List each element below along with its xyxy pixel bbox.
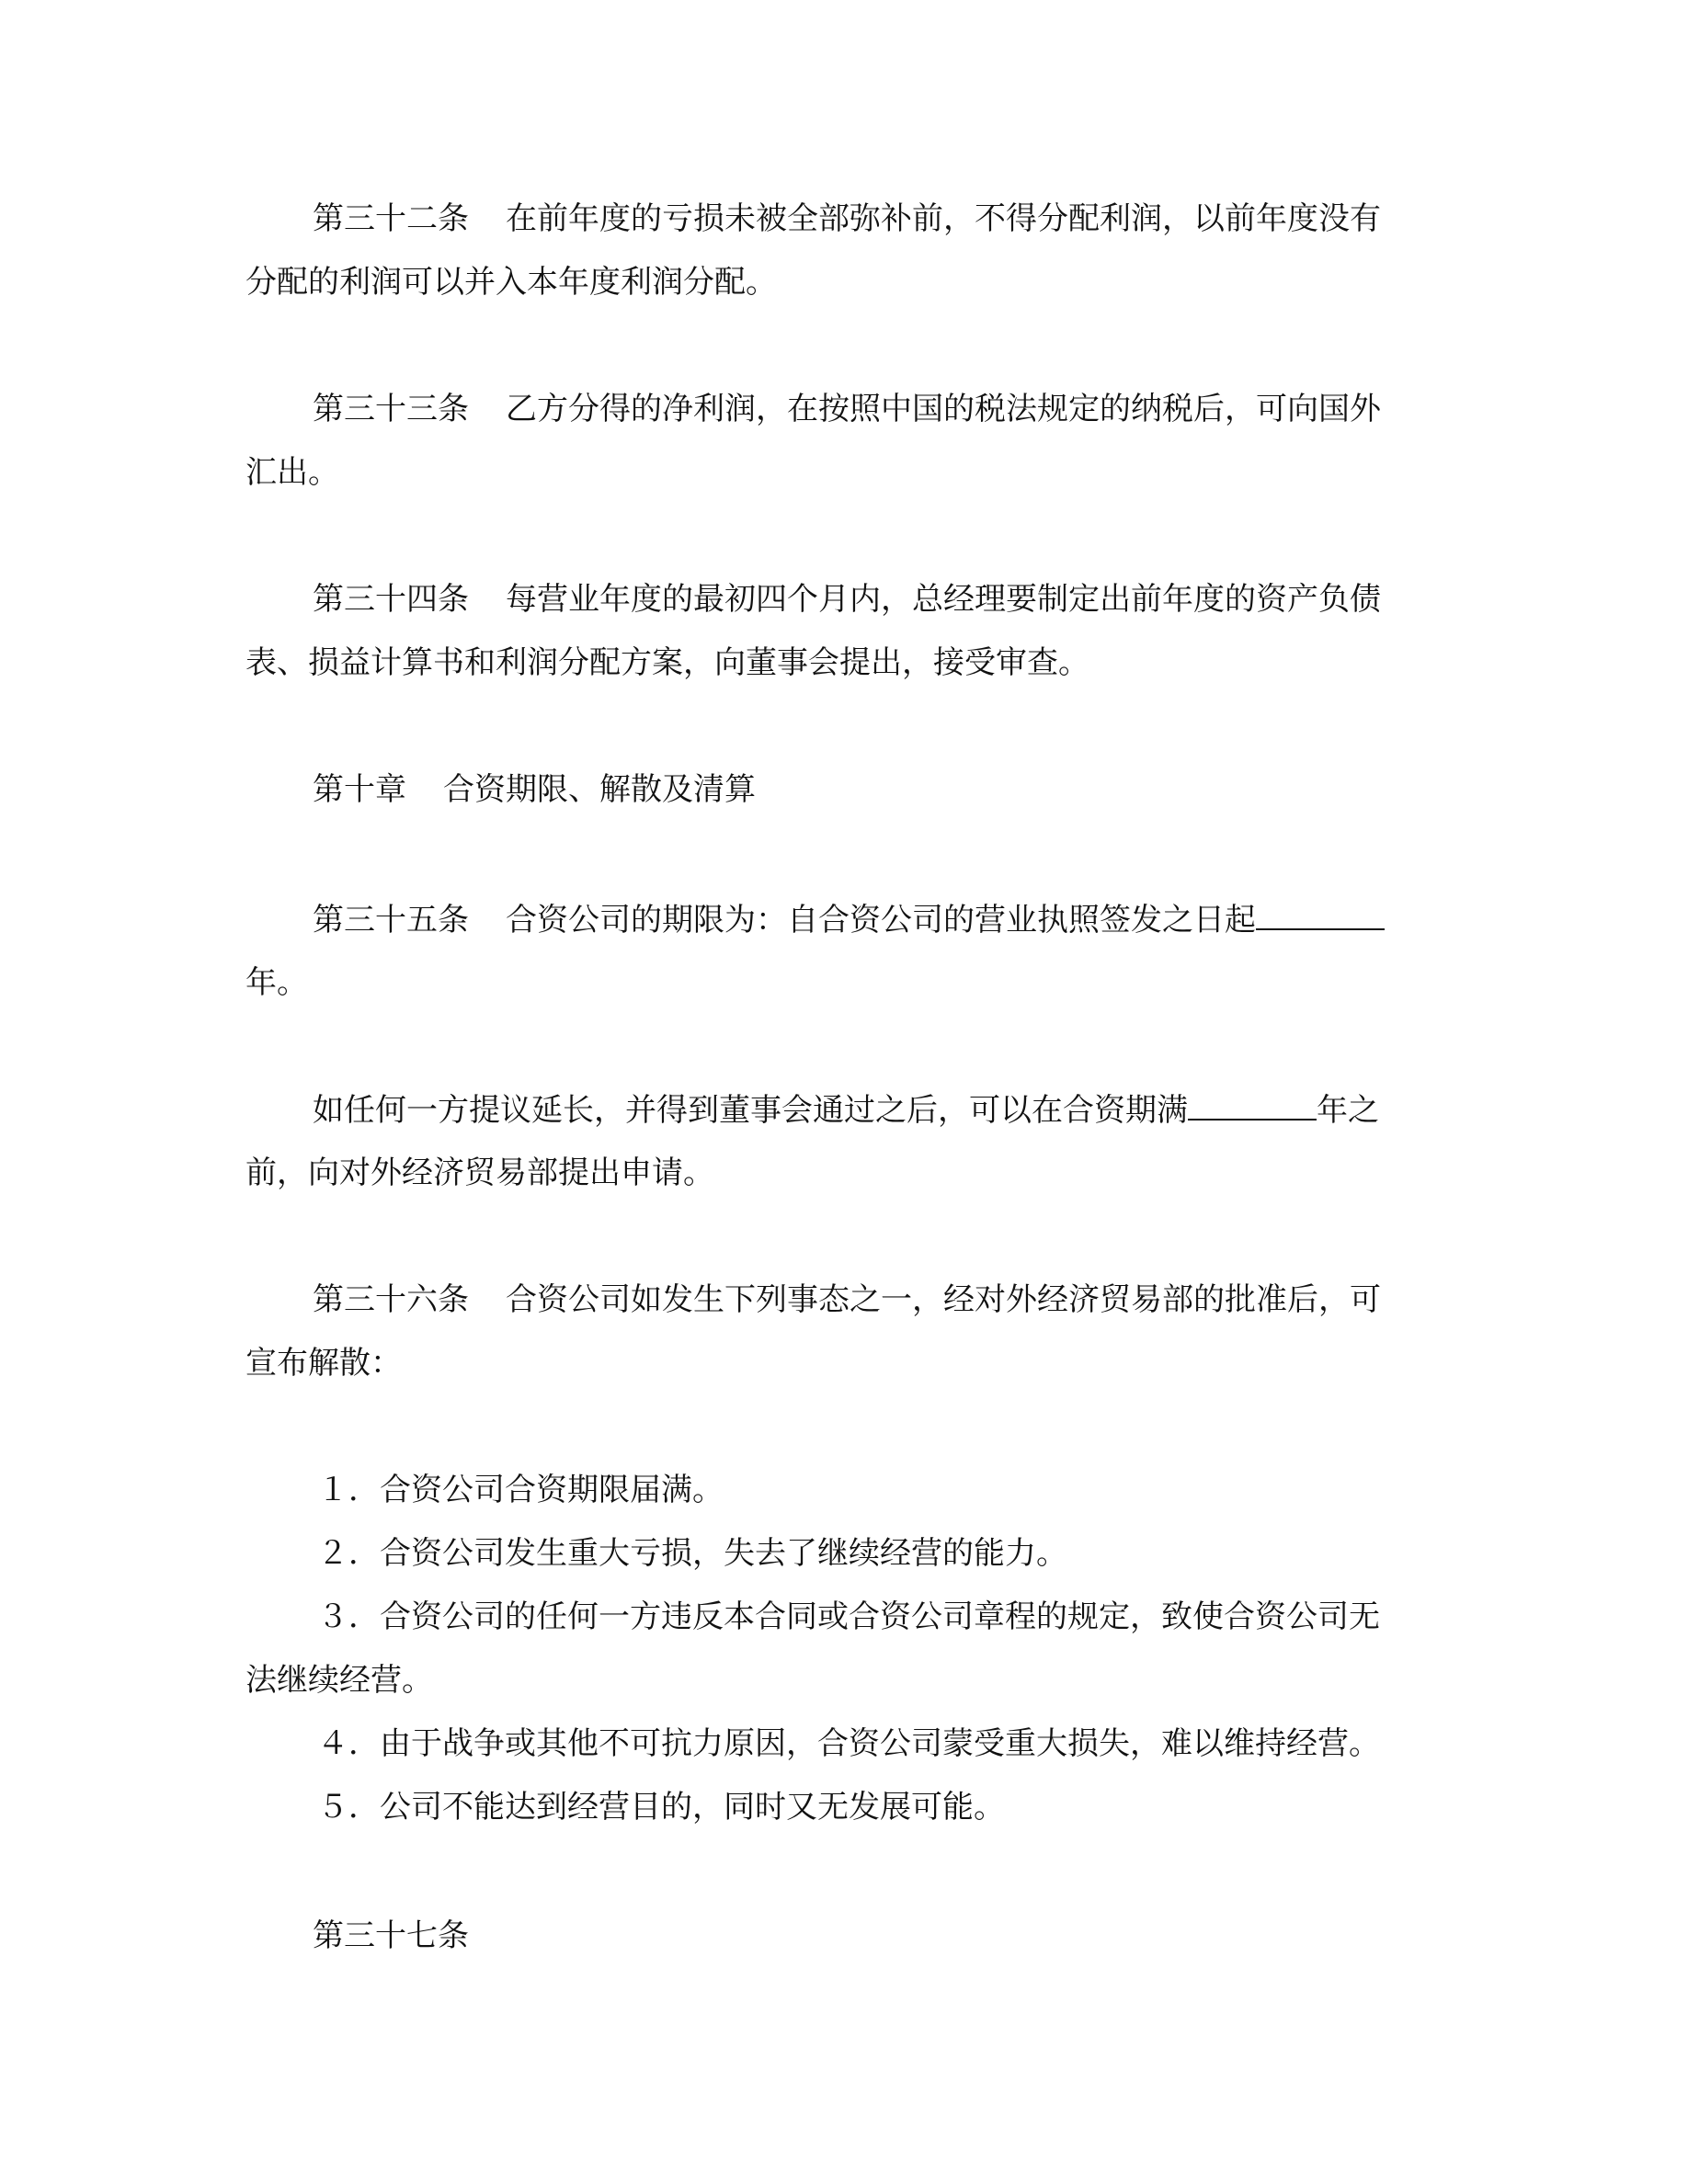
article-34-line-2: 表、损益计算书和利润分配方案，向董事会提出，接受审查。	[245, 644, 1089, 681]
article-36-line-1	[313, 1281, 1381, 1318]
article-35-label: 第三十五条	[313, 902, 469, 938]
article-33-label: 第三十三条	[313, 391, 469, 427]
extension-line-2: 前，向对外经济贸易部提出申请。	[245, 1155, 714, 1191]
chapter-10-label: 第十章	[313, 771, 406, 808]
list-item-text: 公司不能达到经营目的，同时又无发展可能。	[380, 1789, 1005, 1826]
chapter-10-heading	[313, 771, 756, 808]
list-item-number: ３．	[317, 1598, 380, 1635]
list-item-text: 由于战争或其他不可抗力原因，合资公司蒙受重大损失，难以维持经营。	[380, 1725, 1380, 1762]
article-35-text: 合资公司的期限为：自合资公司的营业执照签发之日起	[506, 902, 1256, 938]
article-34-line-1	[313, 581, 1381, 618]
list-item-continuation: 法继续经营。	[245, 1662, 433, 1699]
list-item-text: 合资公司合资期限届满。	[380, 1472, 724, 1508]
article-36-text: 合资公司如发生下列事态之一，经对外经济贸易部的批准后，可	[506, 1281, 1381, 1318]
list-item-number: ５．	[317, 1789, 380, 1826]
list-item-number: ４．	[317, 1725, 380, 1762]
article-34-label: 第三十四条	[313, 581, 469, 618]
extension-years-blank	[1188, 1091, 1317, 1120]
extension-text-before: 如任何一方提议延长，并得到董事会通过之后，可以在合资期满	[313, 1092, 1188, 1129]
article-34-text: 每营业年度的最初四个月内，总经理要制定出前年度的资产负债	[506, 581, 1381, 618]
article-32-line-1	[313, 200, 1381, 237]
chapter-10-title: 合资期限、解散及清算	[443, 771, 756, 808]
list-item-number: １．	[317, 1472, 380, 1508]
list-item	[317, 1472, 724, 1508]
article-33-line-2: 汇出。	[245, 454, 339, 491]
list-item-number: ２．	[317, 1535, 380, 1572]
article-35-line-2: 年。	[245, 964, 308, 1001]
article-33-text: 乙方分得的净利润，在按照中国的税法规定的纳税后，可向国外	[506, 391, 1381, 427]
article-32-label: 第三十二条	[313, 200, 469, 237]
list-item	[317, 1535, 1067, 1572]
article-35-line-1	[313, 901, 1385, 938]
list-item	[317, 1789, 1005, 1826]
article-36-line-2: 宣布解散：	[245, 1345, 402, 1382]
article-37-label: 第三十七条	[313, 1917, 469, 1954]
article-33-line-1	[313, 391, 1381, 427]
extension-text-after: 年之	[1317, 1092, 1379, 1129]
list-item	[317, 1598, 1380, 1635]
article-36-label: 第三十六条	[313, 1281, 469, 1318]
article-32-line-2: 分配的利润可以并入本年度利润分配。	[245, 264, 777, 301]
list-item-text: 合资公司发生重大亏损，失去了继续经营的能力。	[380, 1535, 1067, 1572]
article-32-text: 在前年度的亏损未被全部弥补前，不得分配利润，以前年度没有	[506, 200, 1381, 237]
list-item-text: 合资公司的任何一方违反本合同或合资公司章程的规定，致使合资公司无	[380, 1598, 1380, 1635]
extension-line-1	[313, 1091, 1379, 1129]
list-item	[317, 1725, 1380, 1762]
term-years-blank	[1256, 901, 1385, 930]
